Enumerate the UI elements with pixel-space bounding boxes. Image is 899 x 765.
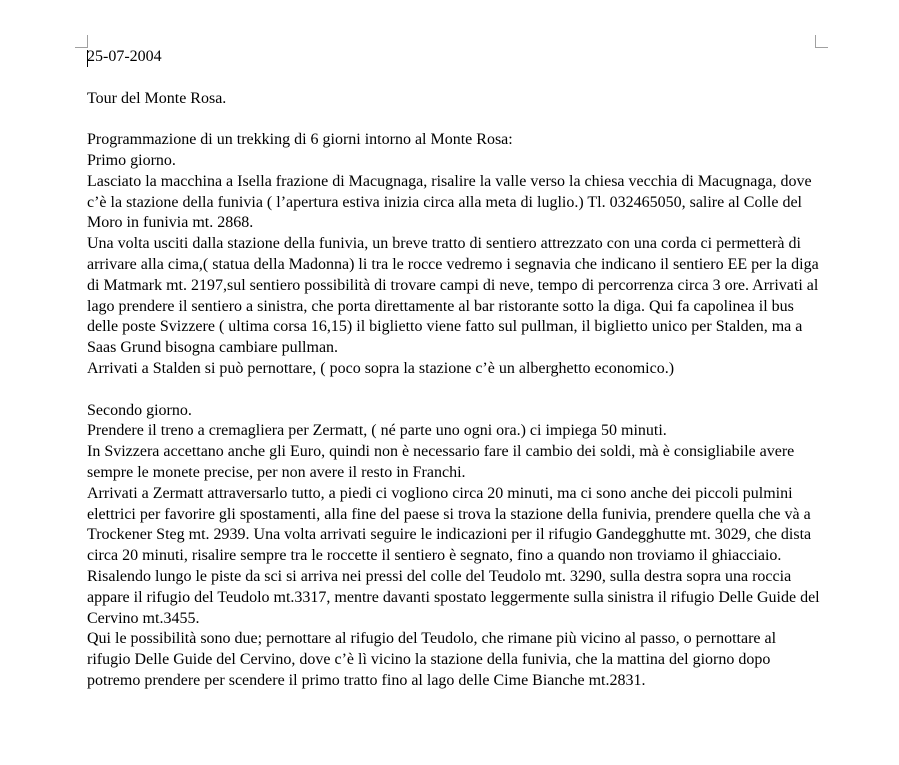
day1-paragraph-1: Lasciato la macchina a Isella frazione di Macugnaga, risalire la valle verso la chiesa vecchia di Macugnaga, dove c’è la stazione della funivia ( l’apertura estiva inizia circa alla meta di luglio.) Tl. 032465050, salire al Colle del Moro in funivia mt. 2868. xyxy=(87,172,812,232)
day2-paragraph-1: Prendere il treno a cremagliera per Zermatt, ( né parte uno ogni ora.) ci impiega 50 minuti. xyxy=(87,422,667,440)
day2-paragraph-4: Qui le possibilità sono due; pernottare al rifugio del Teudolo, che rimane più vicino al passo, o pernottare al rifugio Delle Guide del Cervino, dove c’è lì vicino la stazione della funivia, che la mattina del giorno dopo potremo prendere per scendere il primo tratto fino al lago delle Cime Bianche mt.2831. xyxy=(87,630,777,689)
document-title: Tour del Monte Rosa. xyxy=(87,89,227,107)
day1-paragraph-3: Arrivati a Stalden si può pernottare, ( poco sopra la stazione c’è un alberghetto economico.) xyxy=(87,359,675,377)
document-date: 25-07-2004 xyxy=(87,48,162,65)
day2-paragraph-2: In Svizzera accettano anche gli Euro, quindi non è necessario fare il cambio dei soldi, mà è consigliabile avere sempre le monete precise, per non avere il resto in Franchi. xyxy=(87,443,795,481)
empty-line xyxy=(87,109,822,130)
empty-line xyxy=(87,380,822,401)
intro-paragraph: Programmazione di un trekking di 6 giorni intorno al Monte Rosa: xyxy=(87,131,513,149)
day2-paragraph-3: Arrivati a Zermatt attraversarlo tutto, a piedi ci vogliono circa 20 minuti, ma ci sono anche dei piccoli pulmini elettrici per favorire gli spostamenti, alla fine del paese si trova la stazione della funivia, prendere quella che và a Trockener Steg mt. 2939. Una volta arrivati seguire le indicazioni per il rifugio Gandegghutte mt. 3029, che dista circa 20 minuti, risalire sempre tra le roccette il sentiero è segnato, fino a quando non troviamo il ghiacciaio. Risalendo lungo le piste da sci si arriva nei pressi del colle del Teudolo mt. 3290, sulla destra sopra una roccia appare il rifugio del Teudolo mt.3317, mentre davanti spostato leggermente sulla sinistra il rifugio Delle Guide del Cervino mt.3455. xyxy=(87,484,820,627)
day1-heading: Primo giorno. xyxy=(87,151,176,169)
day2-heading: Secondo giorno. xyxy=(87,401,192,419)
day1-paragraph-2: Una volta usciti dalla stazione della funivia, un breve tratto di sentiero attrezzato con una corda ci permetterà di arrivare alla cima,( statua della Madonna) li tra le rocce vedremo i segnavia che indicano il sentiero EE per la diga di Matmark mt. 2197,sul sentiero possibilità di trovare campi di neve, tempo di percorrenza circa 3 ore. Arrivati al lago prendere il sentiero a sinistra, che porta direttamente al bar ristorante sotto la diga. Qui fa capolinea il bus delle poste Svizzere ( ultima corsa 16,15) il biglietto viene fatto sul pullman, il biglietto unico per Stalden, ma a Saas Grund bisogna cambiare pullman. xyxy=(87,235,819,357)
document-body[interactable] xyxy=(87,47,822,692)
empty-line xyxy=(87,68,822,89)
